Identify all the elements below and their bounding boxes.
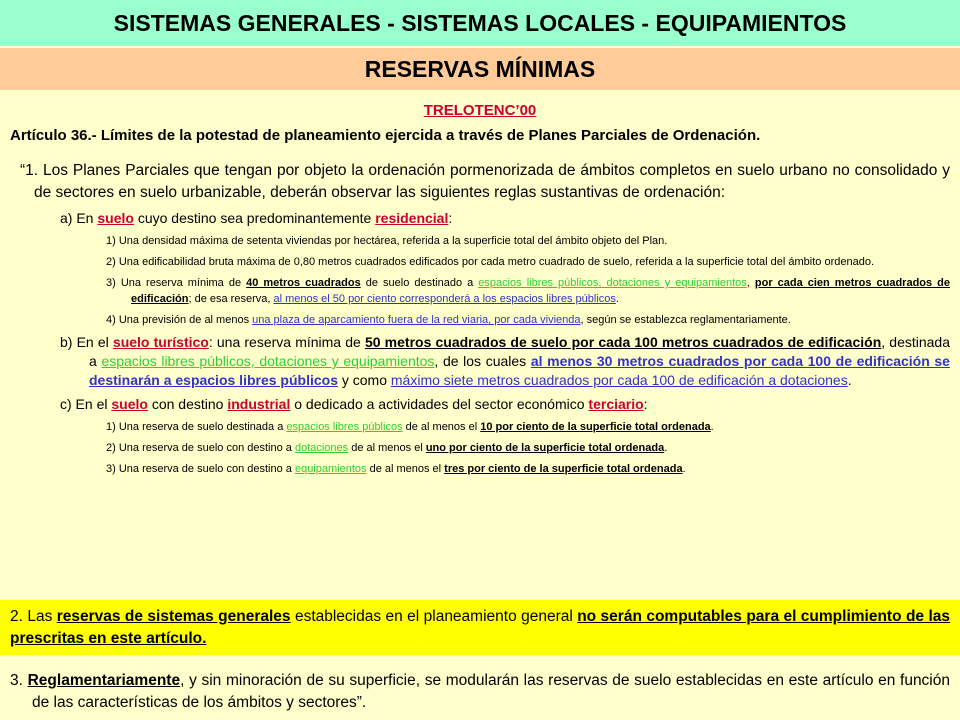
- term-suelo: suelo: [97, 210, 134, 226]
- section-a-item-4: 4) Una previsión de al menos una plaza de aparcamiento fuera de la red viaria, por cada vivienda, según se establezca reglamentariamente.: [106, 314, 791, 326]
- paragraph-3: 3. Reglamentariamente, y sin minoración de su superficie, se modularán las reservas de suelo establecidas en este artículo en función de las características de los ámbitos y sectores”.: [10, 672, 950, 711]
- term-reservas-sistemas-generales: reservas de sistemas generales: [56, 608, 291, 625]
- section-a-item-3: 3) Una reserva mínima de 40 metros cuadrados de suelo destinado a espacios libres públicos, dotaciones y equipamientos, por cada cien metros cuadrados de edificación; de esa reserva, al menos el 50 por ciento corresponderá a los espacios libres públicos.: [106, 277, 951, 305]
- section-a-item-2: 2) Una edificabilidad bruta máxima de 0,80 metros cuadrados edificados por cada metro cuadrado de suelo, referida a la superficie total del ámbito ordenado.: [106, 256, 875, 268]
- section-c: c) En el suelo con destino industrial o dedicado a actividades del sector económico terciario:: [60, 396, 648, 412]
- term-10-por-ciento: 10 por ciento de la superficie total ordenada: [480, 421, 711, 433]
- term-terciario: terciario: [588, 396, 644, 412]
- term-no-seran-computables: no serán computables para el cumplimiento de las prescritas en este artículo.: [10, 608, 950, 647]
- term-por-cada-cien: por cada cien metros cuadrados de edificación: [131, 277, 951, 305]
- paragraph-2: 2. Las reservas de sistemas generales establecidas en el planeamiento general no serán computables para el cumplimiento de las prescritas en este artículo.: [0, 600, 960, 655]
- section-c-item-2: 2) Una reserva de suelo con destino a dotaciones de al menos el uno por ciento de la superficie total ordenada.: [106, 442, 668, 454]
- term-maximo-siete: máximo siete metros cuadrados por cada 100 de edificación a dotaciones: [390, 372, 848, 388]
- term-40-metros: 40 metros cuadrados: [246, 277, 361, 289]
- section-c-item-1: 1) Una reserva de suelo destinada a espacios libres públicos de al menos el 10 por ciento de la superficie total ordenada.: [106, 421, 714, 433]
- article-content: [0, 92, 960, 598]
- section-b: b) En el suelo turístico: una reserva mínima de 50 metros cuadrados de suelo por cada 100 metros cuadrados de edificación, destinada a espacios libres públicos, dotaciones y equipamientos, de los cuales al menos 30 metros cuadrados por cada 100 de edificación se destinarán a espacios libres públicos y como máximo siete metros cuadrados por cada 100 de edificación a dotaciones.: [60, 334, 950, 388]
- section-c-item-3: 3) Una reserva de suelo con destino a equipamientos de al menos el tres por ciento de la superficie total ordenada.: [106, 463, 686, 475]
- term-suelo-turistico: suelo turístico: [112, 334, 209, 350]
- term-50-metros: 50 metros cuadrados de suelo por cada 100 metros cuadrados de edificación: [364, 334, 882, 350]
- term-dotaciones: dotaciones: [294, 442, 349, 454]
- term-residencial: residencial: [375, 210, 449, 226]
- term-espacios-libres: espacios libres públicos, dotaciones y equipamientos: [101, 353, 435, 369]
- section-a: a) En suelo cuyo destino sea predominantemente residencial:: [60, 210, 453, 226]
- section-a-item-1: 1) Una densidad máxima de setenta viviendas por hectárea, referida a la superficie total del ámbito objeto del Plan.: [106, 235, 668, 247]
- term-espacios-libres: espacios libres públicos: [286, 421, 403, 433]
- page-title: SISTEMAS GENERALES - SISTEMAS LOCALES - EQUIPAMIENTOS: [0, 0, 960, 46]
- term-espacios-libres: espacios libres públicos, dotaciones y equipamientos: [478, 277, 747, 289]
- term-plaza-aparcamiento: una plaza de aparcamiento fuera de la red viaria, por cada vivienda: [252, 314, 581, 326]
- term-equipamientos: equipamientos: [294, 463, 367, 475]
- article-title: Artículo 36.- Límites de la potestad de planeamiento ejercida a través de Planes Parciales de Ordenación.: [10, 127, 761, 144]
- paragraph-1: “1. Los Planes Parciales que tengan por objeto la ordenación pormenorizada de ámbitos completos en suelo urbano no consolidado y de sectores en suelo urbanizable, deberán observar las siguientes reglas sustantivas de ordenación:: [20, 162, 950, 201]
- term-tres-por-ciento: tres por ciento de la superficie total ordenada: [444, 463, 683, 475]
- page-subtitle: RESERVAS MÍNIMAS: [0, 48, 960, 90]
- term-suelo: suelo: [111, 396, 148, 412]
- term-reglamentariamente: Reglamentariamente: [27, 672, 181, 689]
- term-al-menos-30: al menos 30 metros cuadrados por cada 100 de edificación se destinarán a espacios libres públicos: [89, 353, 950, 388]
- term-industrial: industrial: [227, 396, 291, 412]
- term-uno-por-ciento: uno por ciento de la superficie total ordenada: [425, 442, 665, 454]
- term-al-menos-50: al menos el 50 por ciento corresponderá a los espacios libres públicos: [273, 293, 616, 305]
- law-name: TRELOTENC’00: [423, 102, 537, 119]
